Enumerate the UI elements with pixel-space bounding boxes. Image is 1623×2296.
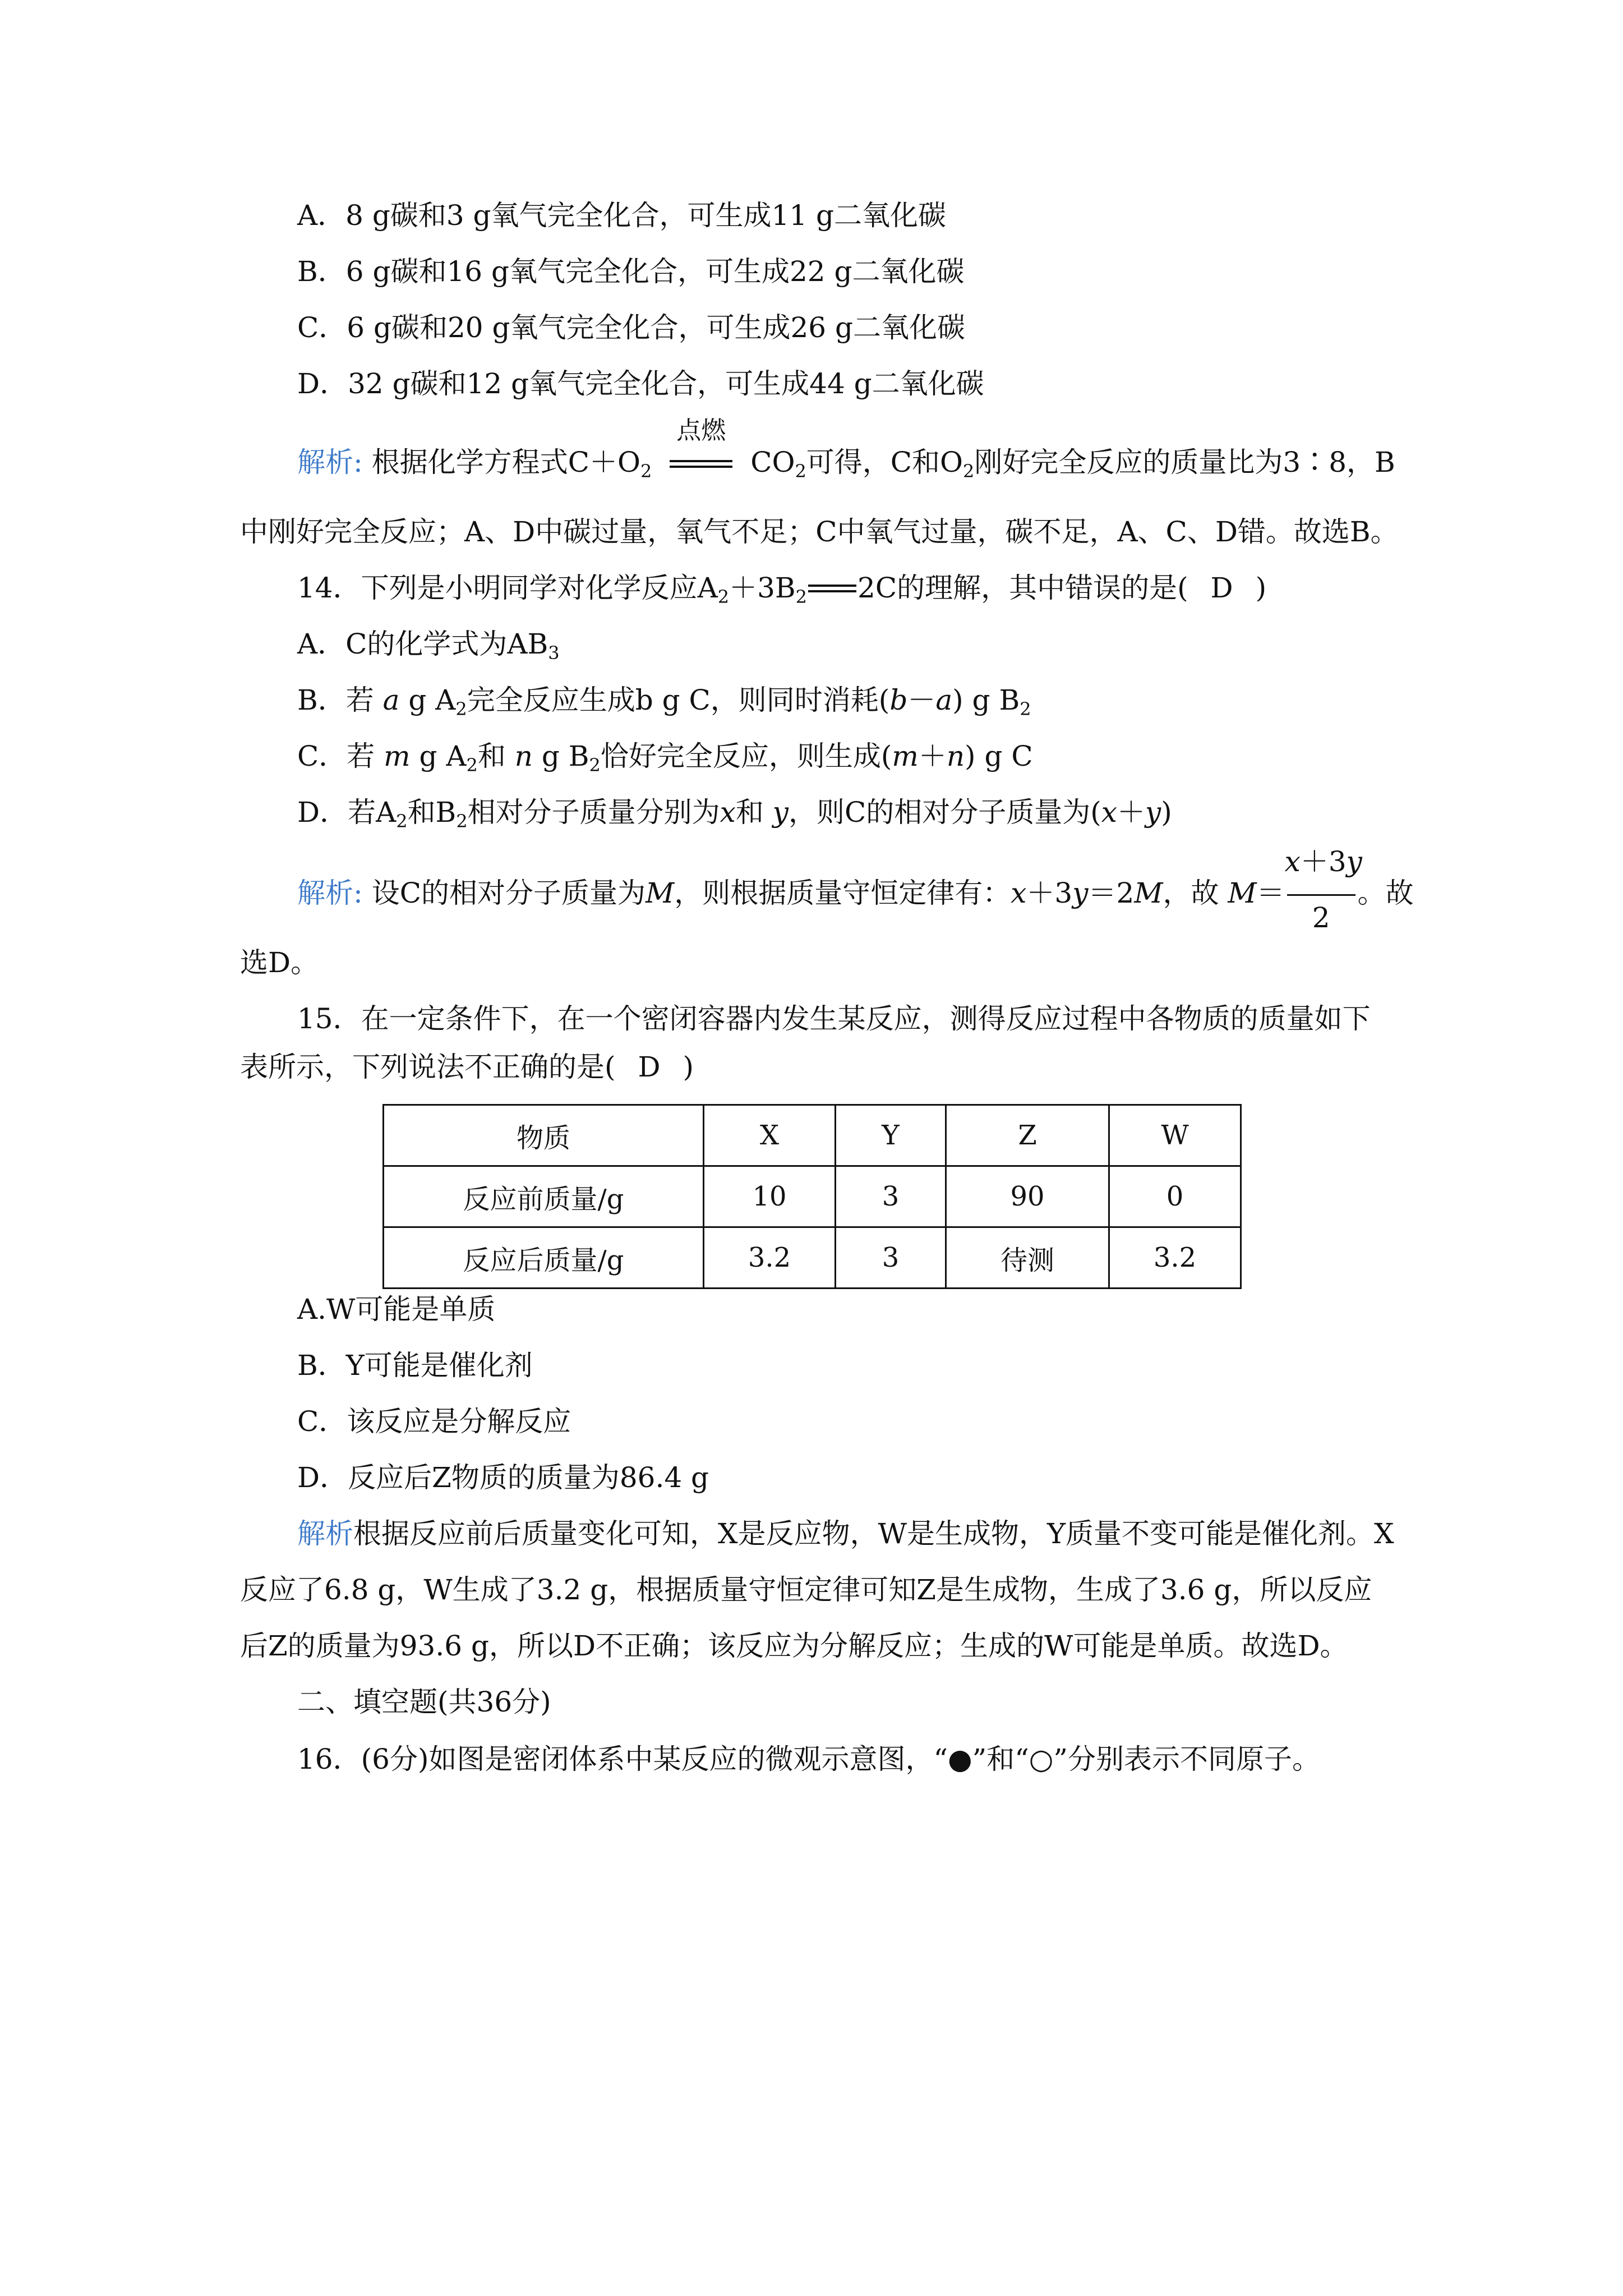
q14-option-a: A．C的化学式为$AB_3$ — [297, 628, 560, 664]
table-cell: 90 — [946, 1166, 1109, 1227]
q14-option-b: B．若 a g $A_2$完全反应生成b g C，则同时消耗(b－a) g $B_2$ — [297, 684, 1031, 720]
table-cell: 反应前质量/g — [384, 1166, 704, 1227]
q13-option-d: D．32 g碳和12 g氧气完全化合，可生成44 g二氧化碳 — [297, 367, 984, 400]
q13-option-b: B．6 g碳和16 g氧气完全化合，可生成22 g二氧化碳 — [297, 255, 965, 288]
q14-analysis-line2: 选D。 — [240, 946, 319, 979]
analysis-label: 解析: — [297, 446, 363, 478]
q15-option-c: C．该反应是分解反应 — [297, 1405, 571, 1438]
q14-option-c: C．若 m g $A_2$和 n g $B_2$恰好完全反应，则生成(m＋n) g C — [297, 740, 1033, 776]
table-header-cell: W — [1109, 1105, 1241, 1166]
table-cell: 3 — [836, 1227, 946, 1289]
q15-analysis-line1: 解析根据反应前后质量变化可知，X是反应物，W是生成物，Y质量不变可能是催化剂。X — [297, 1517, 1394, 1550]
q15-stem-line1: 15．在一定条件下，在一个密闭容器内发生某反应，测得反应过程中各物质的质量如下 — [297, 1002, 1371, 1035]
table-cell: 3.2 — [1109, 1227, 1241, 1289]
q13-option-a: A．8 g碳和3 g氧气完全化合，可生成11 g二氧化碳 — [297, 199, 947, 232]
table-cell: 3.2 — [704, 1227, 836, 1289]
q15-option-a: A.W可能是单质 — [297, 1293, 496, 1326]
q15-option-b: B．Y可能是催化剂 — [297, 1349, 533, 1382]
table-header-cell: Y — [836, 1105, 946, 1166]
fraction — [1284, 845, 1362, 934]
q14-stem: 14．下列是小明同学对化学反应$A_2+3B_2$ 2C的理解，其中错误的是( D ) — [297, 570, 1266, 606]
reaction-condition-sign — [670, 416, 732, 480]
answer: D — [1210, 572, 1233, 604]
table-header-cell: 物质 — [384, 1105, 704, 1166]
q13-analysis: 解析: 根据化学方程式$C+O_2$ 点燃 $CO_2$可得，C和$O_2$刚好完全反应的质量比为3∶8，B — [297, 444, 1395, 480]
table-cell: 0 — [1109, 1166, 1241, 1227]
table-cell: 反应后质量/g — [384, 1227, 704, 1289]
q15-stem-line2: 表所示，下列说法不正确的是( D ) — [240, 1049, 694, 1085]
section-title: 二、填空题(共36分) — [297, 1686, 551, 1718]
q13-analysis-line2: 中刚好完全反应；A、D中碳过量，氧气不足；C中氧气过量，碳不足，A、C、D错。故选B。 — [240, 516, 1399, 548]
condition-label: 点燃 — [676, 416, 726, 445]
table-cell: 待测 — [946, 1227, 1109, 1289]
equals-sign — [808, 570, 856, 606]
analysis-label: 解析: — [297, 877, 363, 909]
q16-stem: 16．(6分)如图是密闭体系中某反应的微观示意图，“●”和“○”分别表示不同原子。 — [297, 1743, 1320, 1775]
q14-option-d: D．若$A_2$和$B_2$相对分子质量分别为x和 y，则C的相对分子质量为(x＋y) — [297, 796, 1172, 832]
fraction-numerator: x＋3y — [1284, 845, 1362, 878]
table-header-cell: Z — [946, 1105, 1109, 1166]
table-header-row — [384, 1105, 1241, 1166]
analysis-label: 解析 — [297, 1517, 353, 1550]
table-row — [384, 1166, 1241, 1227]
q15-analysis-line3: 后Z的质量为93.6 g，所以D不正确；该反应为分解反应；生成的W可能是单质。故选D。 — [240, 1630, 1348, 1662]
answer: D — [638, 1051, 661, 1083]
q15-option-d: D．反应后Z物质的质量为86.4 g — [297, 1461, 709, 1494]
table-header-cell: X — [704, 1105, 836, 1166]
q15-analysis-line2: 反应了6.8 g，W生成了3.2 g，根据质量守恒定律可知Z是生成物，生成了3.6 g，所以反应 — [240, 1573, 1372, 1606]
fraction-denominator: 2 — [1312, 901, 1330, 934]
q13-option-c: C．6 g碳和20 g氧气完全化合，可生成26 g二氧化碳 — [297, 311, 966, 344]
q14-analysis: 解析: 设C的相对分子质量为M，则根据质量守恒定律有：x＋3y＝2M，故 M＝ $\frac{x+3y}{2}$ 。故 — [297, 875, 1414, 911]
table-row — [384, 1227, 1241, 1289]
mass-table — [382, 1104, 1242, 1289]
table-cell: 3 — [836, 1166, 946, 1227]
table-cell: 10 — [704, 1166, 836, 1227]
